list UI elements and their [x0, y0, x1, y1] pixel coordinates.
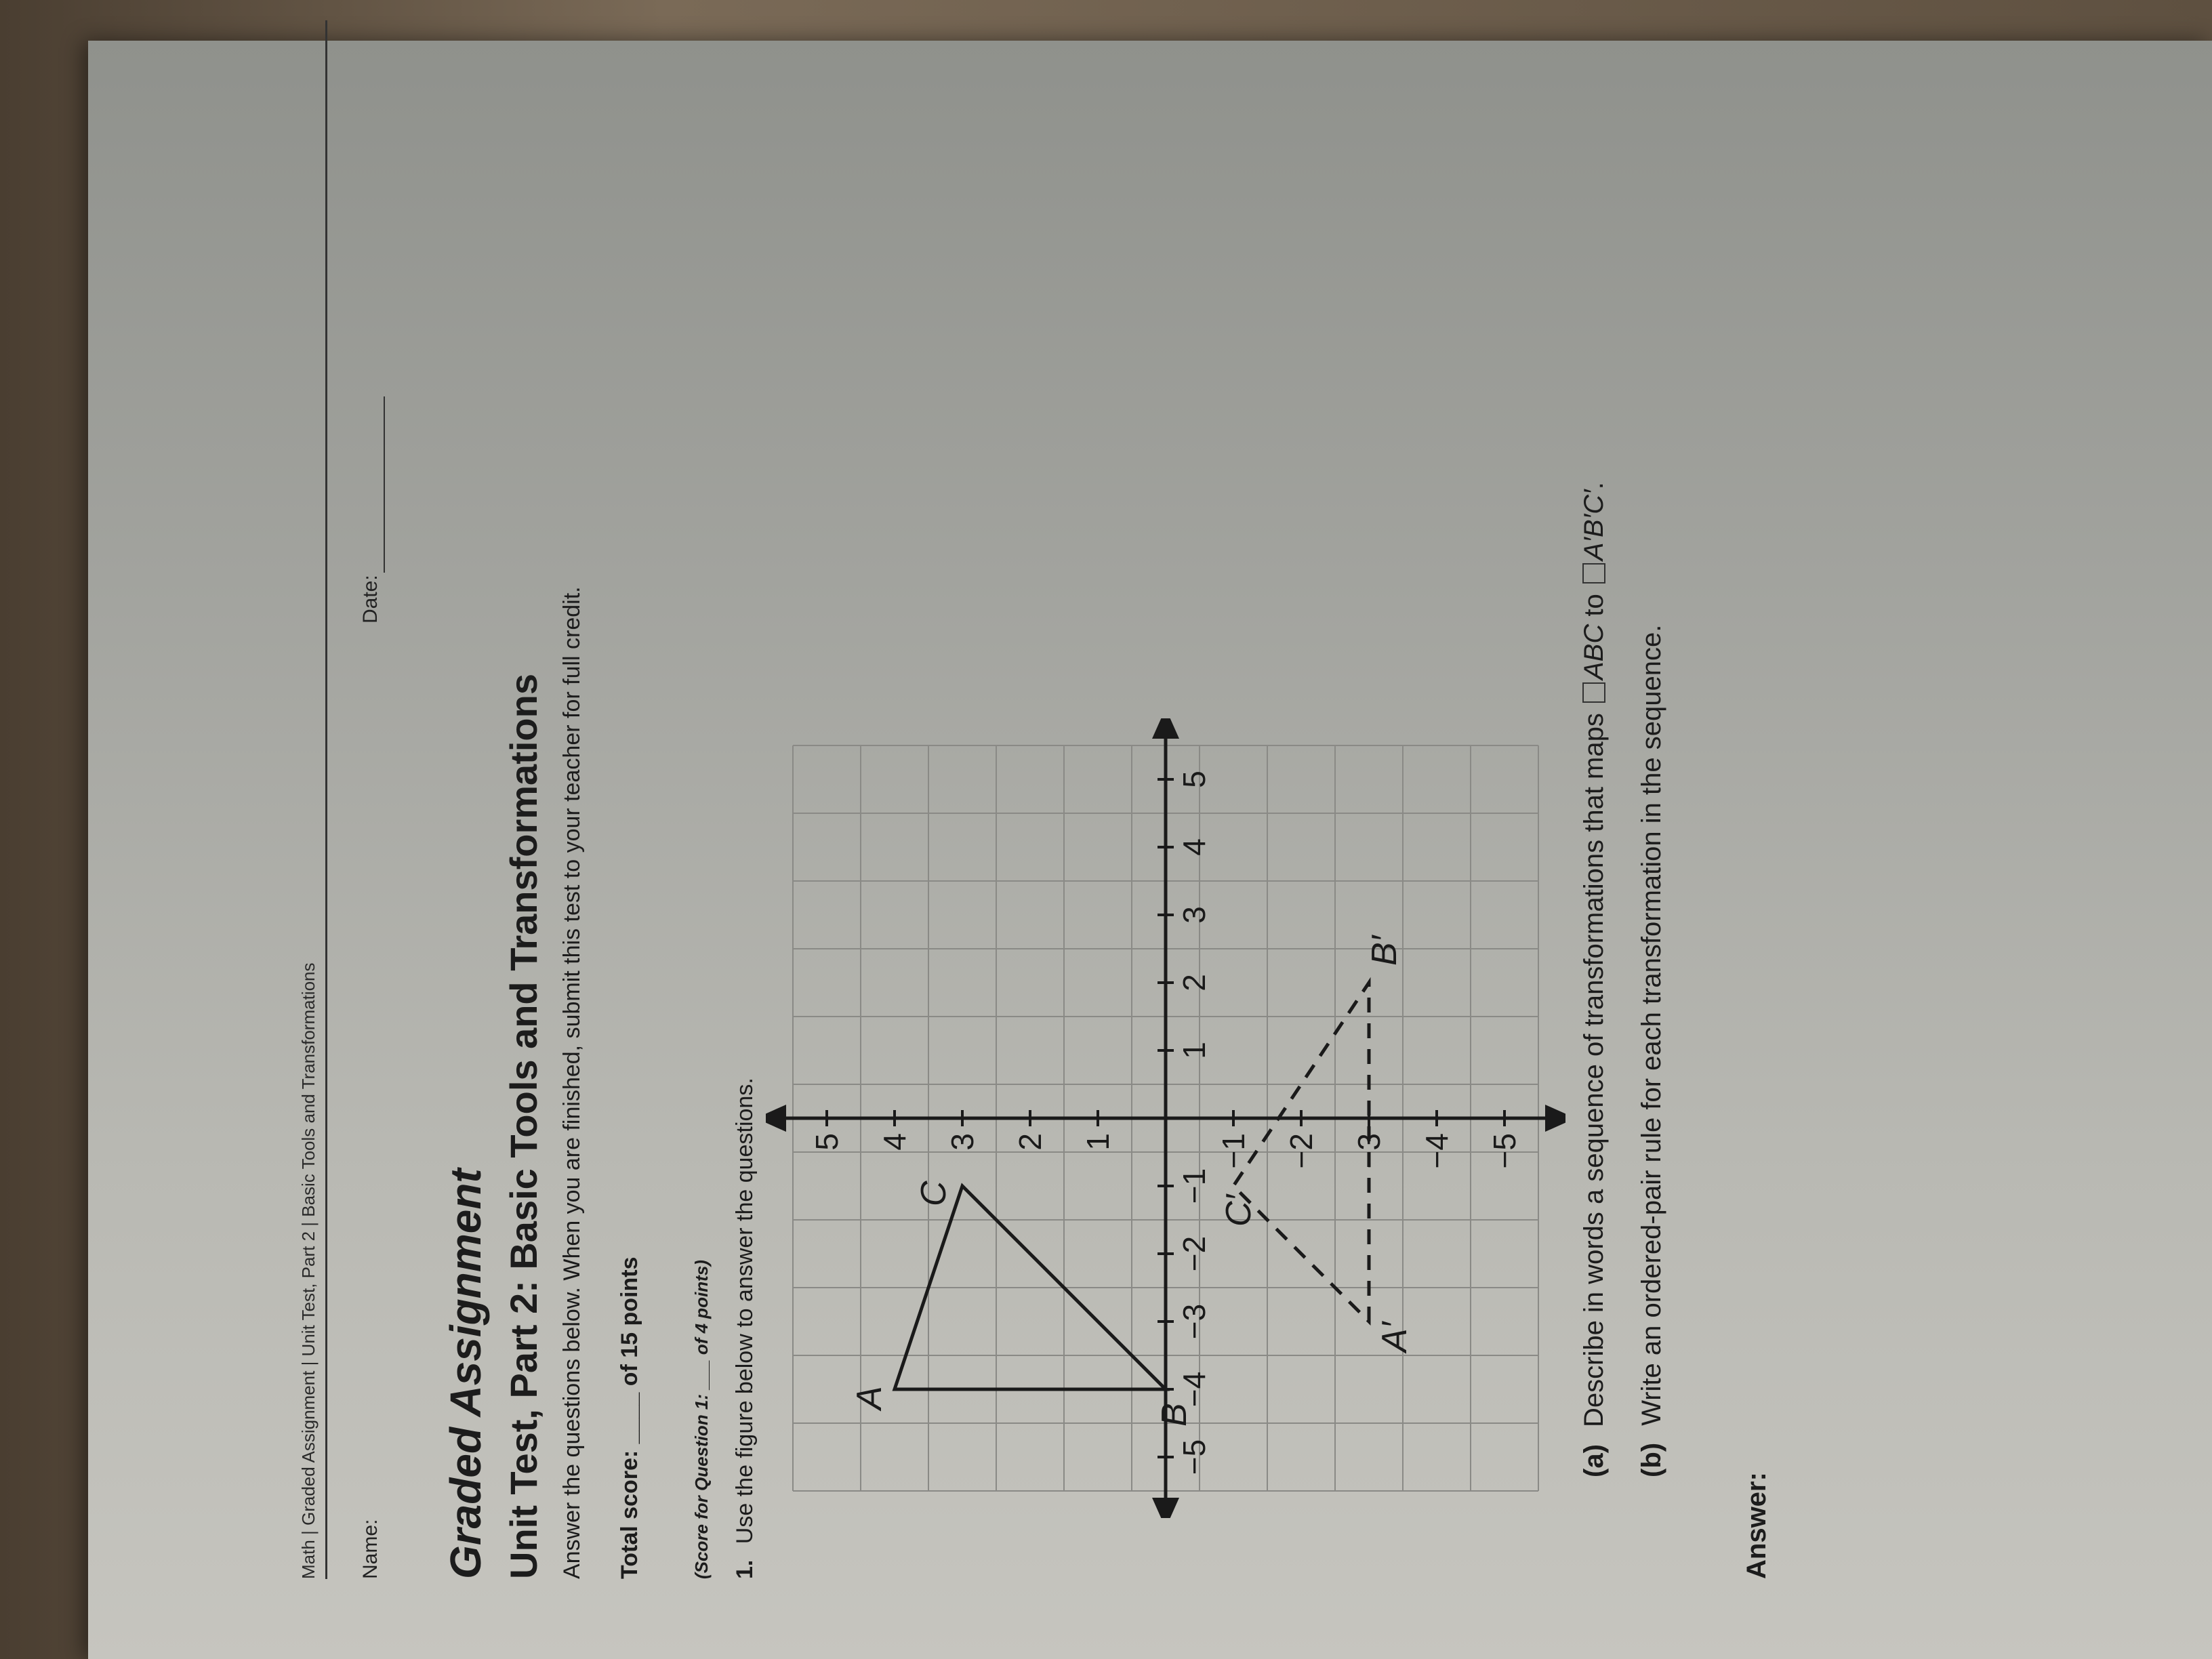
part-a-from: ABC: [1579, 623, 1609, 680]
x-tick-label: −3: [1176, 1303, 1212, 1340]
part-a-text: Describe in words a sequence of transformations that maps: [1579, 713, 1609, 1427]
total-score: [617, 1256, 643, 1579]
x-tick-label: 1: [1176, 1042, 1212, 1059]
part-a: [1579, 482, 1610, 1477]
x-tick-label: −4: [1176, 1371, 1212, 1408]
total-score-label: Total score:: [617, 1450, 642, 1579]
y-tick-label: 5: [809, 1133, 844, 1151]
x-tick-label: −5: [1176, 1439, 1212, 1475]
part-b-text: Write an ordered-pair rule for each transformation in the sequence.: [1637, 624, 1666, 1426]
question-text: Use the figure below to answer the questions.: [732, 1078, 758, 1544]
name-label: Name:: [359, 1519, 382, 1579]
unit-title: Unit Test, Part 2: Basic Tools and Transformations: [502, 674, 545, 1579]
y-tick-label: −4: [1419, 1133, 1454, 1169]
vertex-label: A′: [1375, 1322, 1414, 1352]
x-tick-label: 5: [1176, 771, 1212, 788]
document-page: [136, 14, 2169, 1640]
triangle-symbol: [1582, 682, 1605, 703]
part-a-end: .: [1579, 482, 1609, 490]
vertex-label: B: [1155, 1403, 1194, 1427]
part-a-to: A′B′C′: [1579, 489, 1609, 561]
vertex-label: C′: [1219, 1194, 1258, 1227]
instructions: Answer the questions below. When you are finished, submit this test to your teacher for full credit.: [559, 586, 585, 1579]
tick-labels: [766, 718, 1522, 1475]
x-tick-label: −1: [1176, 1168, 1212, 1204]
y-tick-label: −1: [1216, 1133, 1251, 1169]
vertex-label: B′: [1365, 935, 1404, 966]
vertex-label: A: [850, 1386, 889, 1410]
triangle-symbol: [1582, 563, 1605, 583]
part-b-letter: (b): [1637, 1442, 1666, 1477]
y-tick-label: 2: [1012, 1133, 1048, 1151]
question-1: [732, 1078, 758, 1579]
y-tick-label: −3: [1351, 1133, 1387, 1169]
y-tick-label: 3: [945, 1133, 980, 1151]
x-tick-label: 4: [1176, 838, 1212, 856]
y-tick-label: 1: [1080, 1133, 1115, 1151]
header-rule: [325, 20, 327, 1579]
x-tick-label: −2: [1176, 1235, 1212, 1272]
part-a-to-word: to: [1579, 594, 1609, 617]
assignment-title: Graded Assignment: [441, 1168, 490, 1579]
part-a-letter: (a): [1579, 1444, 1609, 1477]
question-number: 1.: [732, 1559, 758, 1579]
part-b: [1637, 625, 1667, 1477]
x-tick-label: 3: [1176, 906, 1212, 924]
answer-label: Answer:: [1742, 1472, 1771, 1579]
date-label: Date:: [359, 575, 382, 623]
vertex-label: C: [914, 1181, 954, 1206]
x-tick-label: 2: [1176, 974, 1212, 991]
date-line: [384, 396, 385, 573]
y-tick-label: −5: [1487, 1133, 1522, 1169]
y-tick-label: −2: [1284, 1133, 1319, 1169]
y-tick-label: 4: [877, 1133, 912, 1151]
total-score-blank: ____: [617, 1392, 642, 1444]
coordinate-graph: [766, 718, 1565, 1518]
question-score: (Score for Question 1: ___ of 4 points): [691, 1260, 712, 1579]
header-breadcrumb: Math | Graded Assignment | Unit Test, Part 2 | Basic Tools and Transformations: [298, 962, 319, 1579]
total-score-suffix: of 15 points: [617, 1256, 642, 1387]
